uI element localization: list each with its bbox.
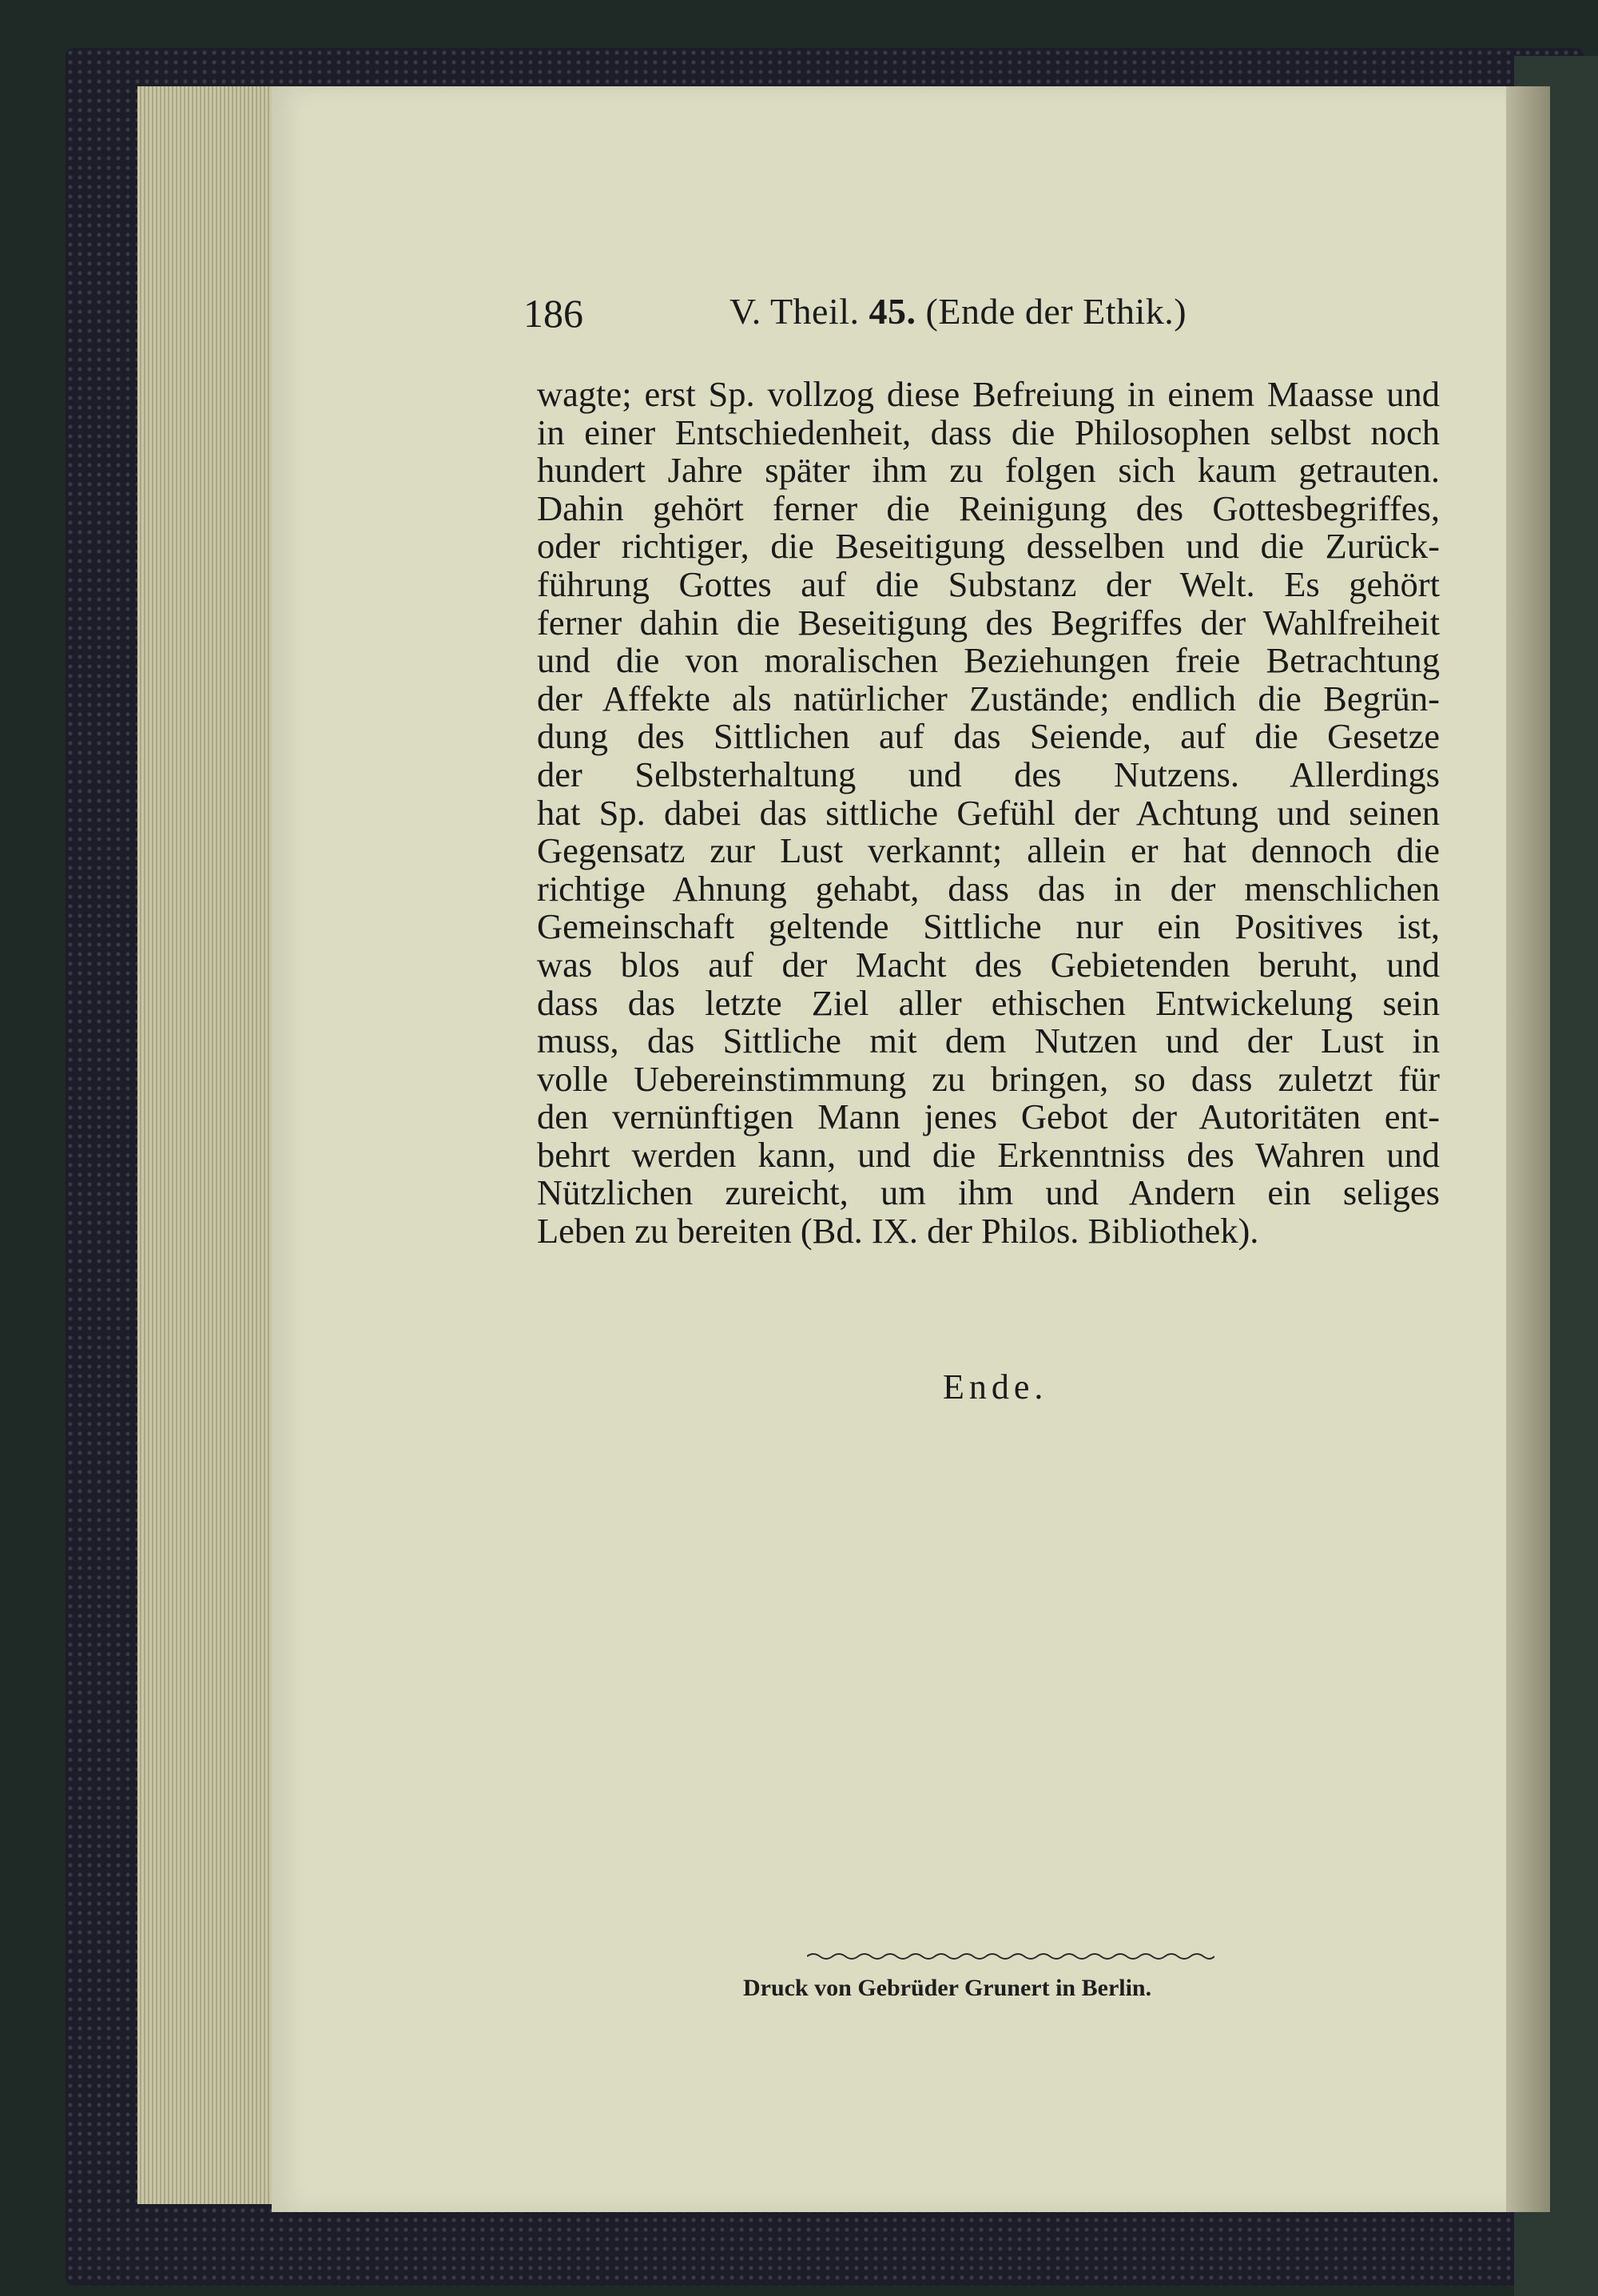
page-gutter: [1506, 86, 1550, 2212]
section-subtitle: (Ende der Ethik.): [925, 291, 1187, 332]
text-line: den vernünftigen Mann jenes Gebot der Autoritäten ent-: [537, 1096, 1440, 1137]
text-line: der Affekte als natürlicher Zustände; endlich die Begrün-: [537, 678, 1440, 718]
running-header: [523, 290, 1322, 338]
section-number: 45.: [869, 291, 916, 332]
body-text: [537, 376, 1440, 1251]
end-mark: Ende.: [943, 1367, 1048, 1407]
text-line: oder richtiger, die Beseitigung desselben und die Zurück-: [537, 526, 1440, 567]
text-line: hat Sp. dabei das sittliche Gefühl der Achtung und seinen: [537, 792, 1440, 833]
text-line: führung Gottes auf die Substanz der Welt. Es gehört: [537, 563, 1440, 604]
text-line: Gemeinschaft geltende Sittliche nur ein Positives ist,: [537, 906, 1440, 947]
wavy-rule: [807, 1950, 1214, 1963]
text-line: in einer Entschiedenheit, dass die Philosophen selbst noch: [537, 412, 1440, 452]
text-line: Leben zu bereiten (Bd. IX. der Philos. Bibliothek).: [537, 1211, 1259, 1251]
text-line: Nützlichen zureicht, um ihm und Andern ein seliges: [537, 1172, 1440, 1213]
text-line: dung des Sittlichen auf das Seiende, auf die Gesetze: [537, 716, 1440, 757]
text-line: richtige Ahnung gehabt, dass das in der menschlichen: [537, 868, 1440, 909]
page-edges: [137, 86, 281, 2204]
text-line: ferner dahin die Beseitigung des Begriffes der Wahlfreiheit: [537, 602, 1440, 643]
page-number: 186: [523, 291, 583, 336]
text-line: muss, das Sittliche mit dem Nutzen und der Lust in: [537, 1021, 1440, 1061]
text-line: volle Uebereinstimmung zu bringen, so dass zuletzt für: [537, 1058, 1440, 1099]
text-line: wagte; erst Sp. vollzog diese Befreiung in einem Maasse und: [537, 374, 1440, 414]
text-line: dass das letzte Ziel aller ethischen Entwickelung sein: [537, 982, 1440, 1023]
text-line: der Selbsterhaltung und des Nutzens. Allerdings: [537, 754, 1440, 794]
text-line: Dahin gehört ferner die Reinigung des Gottesbegriffes,: [537, 487, 1440, 528]
text-line: Gegensatz zur Lust verkannt; allein er hat dennoch die: [537, 830, 1440, 871]
text-line: hundert Jahre später ihm zu folgen sich kaum getrauten.: [537, 450, 1440, 491]
text-line: und die von moralischen Beziehungen freie Betrachtung: [537, 640, 1440, 681]
text-line: behrt werden kann, und die Erkenntniss des Wahren und: [537, 1134, 1440, 1175]
printer-imprint: Druck von Gebrüder Grunert in Berlin.: [743, 1975, 1152, 2001]
text-line: was blos auf der Macht des Gebietenden beruht, und: [537, 944, 1440, 985]
running-title: [729, 290, 1187, 332]
part-label: V. Theil.: [729, 291, 860, 332]
